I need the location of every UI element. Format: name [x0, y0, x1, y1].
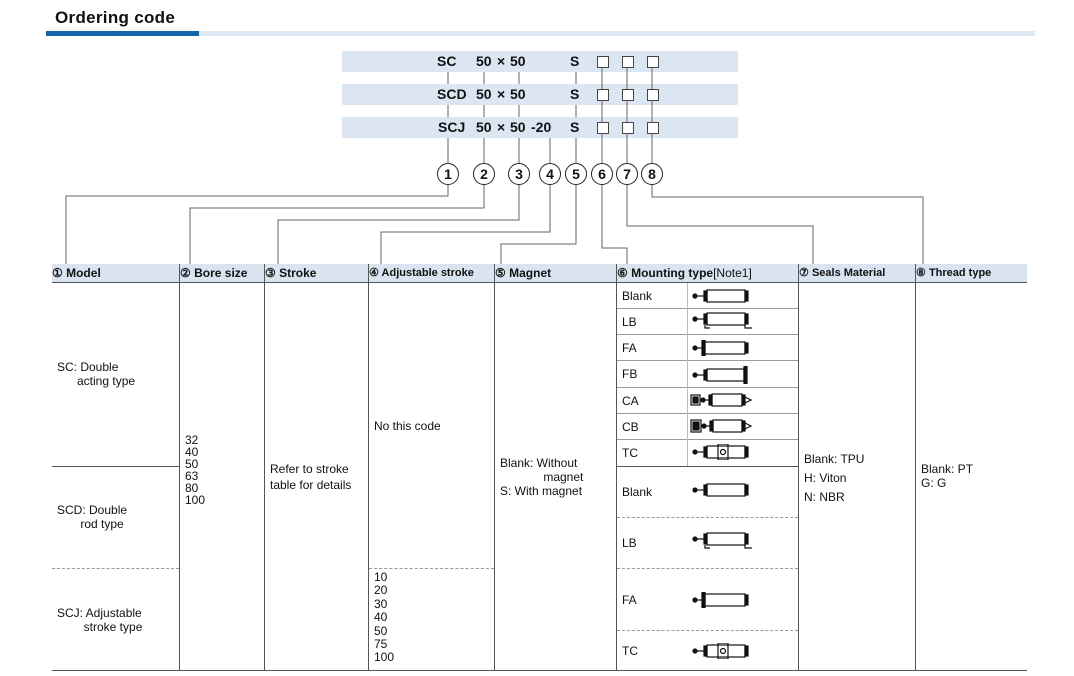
code-bore: 50 — [476, 53, 492, 69]
code-model: SCJ — [438, 119, 466, 135]
mount-row-divider — [617, 630, 798, 631]
mount-inner-divider — [687, 283, 688, 466]
column-divider — [368, 264, 369, 670]
position-marker-6: 6 — [591, 163, 613, 185]
adjustable-stroke-list: 10 20 30 40 50 75 100 — [374, 570, 395, 665]
mount-code-fa: FA — [622, 593, 637, 607]
code-magnet: S — [570, 119, 580, 135]
code-times: × — [497, 86, 506, 102]
code-magnet: S — [570, 86, 580, 102]
cylinder-trunnion-icon — [692, 444, 752, 460]
mount-row-divider — [617, 517, 798, 518]
code-adjustable: -20 — [531, 119, 552, 135]
mount-code-blank: Blank — [622, 485, 653, 499]
header-bore-size: ② Bore size — [180, 264, 264, 282]
cylinder-clevis-single-icon — [690, 392, 756, 408]
double-rod-foot-icon — [692, 532, 754, 550]
code-times: × — [497, 53, 506, 69]
column-divider — [264, 264, 265, 670]
cylinder-front-flange-icon — [692, 340, 752, 356]
mount-section-divider — [617, 466, 798, 467]
mount-code-fb: FB — [622, 367, 638, 381]
position-marker-5: 5 — [565, 163, 587, 185]
position-marker-1: 1 — [437, 163, 459, 185]
mount-code-tc: TC — [622, 446, 638, 460]
header-adjustable-stroke: ④ Adjustable stroke — [369, 264, 494, 282]
code-magnet: S — [570, 53, 580, 69]
code-stroke: 50 — [510, 86, 526, 102]
double-rod-flange-icon — [692, 592, 752, 608]
model-row-divider — [52, 568, 179, 569]
mount-code-cb: CB — [622, 420, 639, 434]
cylinder-foot-icon — [692, 312, 754, 330]
column-divider — [616, 264, 617, 670]
mount-row-divider — [617, 568, 798, 569]
model-scj: SCJ: Adjustable stroke type — [57, 606, 143, 634]
position-marker-7: 7 — [616, 163, 638, 185]
mount-code-blank: Blank — [622, 289, 653, 303]
mount-row-divider — [617, 334, 798, 335]
position-marker-8: 8 — [641, 163, 663, 185]
mount-row-divider — [617, 439, 798, 440]
cylinder-rear-flange-icon — [692, 366, 752, 384]
position-marker-2: 2 — [473, 163, 495, 185]
cylinder-clevis-double-icon — [690, 418, 756, 434]
header-seals-material: ⑦ Seals Material — [799, 264, 915, 282]
column-divider — [179, 264, 180, 670]
mount-row-divider — [617, 387, 798, 388]
magnet-options: Blank: Without magnet S: With magnet — [500, 456, 584, 498]
section-title: Ordering code — [55, 8, 176, 27]
code-model: SCD — [437, 86, 467, 102]
model-row-divider — [52, 466, 179, 467]
column-divider — [798, 264, 799, 670]
mount-code-lb: LB — [622, 536, 637, 550]
mount-code-ca: CA — [622, 394, 639, 408]
header-stroke: ③ Stroke — [265, 264, 368, 282]
code-bore: 50 — [476, 119, 492, 135]
adjustable-row-divider — [369, 568, 494, 569]
double-rod-trunnion-icon — [692, 643, 752, 659]
code-bore: 50 — [476, 86, 492, 102]
table-bottom-border — [52, 670, 1027, 671]
stroke-note: Refer to stroke table for details — [270, 462, 352, 492]
mount-row-divider — [617, 308, 798, 309]
mount-row-divider — [617, 413, 798, 414]
code-model: SC — [437, 53, 457, 69]
position-marker-4: 4 — [539, 163, 561, 185]
code-stroke: 50 — [510, 119, 526, 135]
table-header-border — [52, 282, 1027, 283]
thread-options: Blank: PT G: G — [921, 462, 974, 490]
column-divider — [494, 264, 495, 670]
column-divider — [915, 264, 916, 670]
position-marker-3: 3 — [508, 163, 530, 185]
model-sc: SC: Double acting type — [57, 360, 136, 388]
code-times: × — [497, 119, 506, 135]
header-mounting-type: ⑥ Mounting type[Note1] — [617, 264, 798, 282]
double-rod-basic-icon — [692, 482, 752, 498]
code-stroke: 50 — [510, 53, 526, 69]
bore-size-list: 32 40 50 63 80 100 — [185, 433, 206, 507]
adjustable-no-code: No this code — [374, 419, 441, 433]
mount-code-fa: FA — [622, 341, 637, 355]
header-magnet: ⑤ Magnet — [495, 264, 616, 282]
cylinder-basic-icon — [692, 288, 752, 304]
model-scd: SCD: Double rod type — [57, 503, 128, 531]
header-thread-type: ⑧ Thread type — [916, 264, 1027, 282]
header-model: ① Model — [52, 264, 179, 282]
mount-code-tc: TC — [622, 644, 638, 658]
mount-row-divider — [617, 360, 798, 361]
mount-code-lb: LB — [622, 315, 637, 329]
seals-options: Blank: TPU H: Viton N: NBR — [804, 452, 865, 504]
